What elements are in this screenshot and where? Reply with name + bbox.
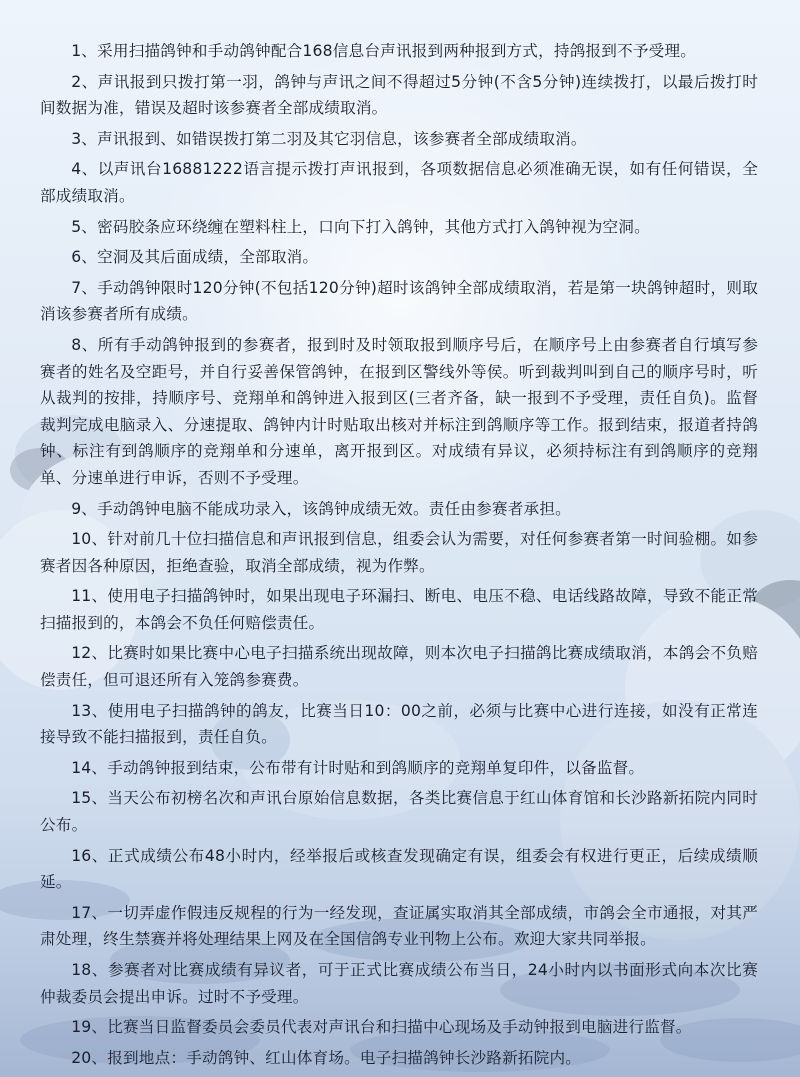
rule-item: 1、采用扫描鸽钟和手动鸽钟配合168信息台声讯报到两种报到方式，持鸽报到不予受理。: [71, 42, 697, 60]
rule-item: 7、手动鸽钟限时120分钟(不包括120分钟)超时该鸽钟全部成绩取消，若是第一块鸽钟超时，则取消该参赛者所有成绩。: [40, 278, 758, 324]
rule-item: 11、使用电子扫描鸽钟时，如果出现电子环漏扫、断电、电压不稳、电话线路故障，导致不能正常扫描报到的，本鸽会不负任何赔偿责任。: [40, 587, 758, 632]
rule-item: 19、比赛当日监督委员会委员代表对声讯台和扫描中心现场及手动钟报到电脑进行监督。: [71, 1018, 692, 1037]
rule-item: 3、声讯报到、如错误拨打第二羽及其它羽信息，该参赛者全部成绩取消。: [71, 129, 587, 148]
rule-item: 10、针对前几十位扫描信息和声讯报到信息，组委会认为需要，对任何参赛者第一时间验棚。如参赛者因各种原因，拒绝查验，取消全部成绩，视为作弊。: [40, 530, 758, 575]
rule-item: 9、手动鸽钟电脑不能成功录入，该鸽钟成绩无效。责任由参赛者承担。: [71, 499, 571, 518]
competition-rules-document: [40, 38, 758, 1075]
rule-item: 16、正式成绩公布48小时内，经举报后或核查发现确定有误，组委会有权进行更正，后续成绩顺延。: [40, 846, 758, 892]
rule-item: 14、手动鸽钟报到结束，公布带有计时贴和到鸽顺序的竞翔单复印件，以备监督。: [71, 758, 645, 777]
rule-item: 18、参赛者对比赛成绩有异议者，可于正式比赛成绩公布当日，24小时内以书面形式向本次比赛仲裁委员会提出申诉。过时不予受理。: [40, 961, 758, 1006]
rule-item: 4、以声讯台16881222语言提示拨打声讯报到，各项数据信息必须准确无误，如有任何错误，全部成绩取消。: [40, 160, 758, 205]
rule-item: 6、空洞及其后面成绩，全部取消。: [71, 248, 319, 267]
rule-item: 20、报到地点：手动鸽钟、红山体育场。电子扫描鸽钟长沙路新拓院内。: [71, 1048, 582, 1067]
rule-item: 12、比赛时如果比赛中心电子扫描系统出现故障，则本次电子扫描鸽比赛成绩取消，本鸽会不负赔偿责任，但可退还所有入笼鸽参赛费。: [40, 644, 758, 690]
rule-item: 8、所有手动鸽钟报到的参赛者，报到时及时领取报到顺序号后，在顺序号上由参赛者自行填写参赛者的姓名及空距号，并自行妥善保管鸽钟，在报到区警线外等侯。听到裁判叫到自己的顺序号时，听从裁判的按排，持顺序号、竞翔单和鸽钟进入报到区(三者齐备，缺一报到不予受理，责任自负)。监督裁判完成电脑录入、分速提取、鸽钟内计时贴取出核对并标注到鸽顺序等工作。报到结束，报道者持鸽钟、标注有到鸽顺序的竞翔单和分速单，离开报到区。对成绩有异议，必须持标注有到鸽顺序的竞翔单、分速单进行申诉，否则不予受理。: [40, 335, 758, 487]
rule-item: 5、密码胶条应环绕缠在塑料柱上，口向下打入鸽钟，其他方式打入鸽钟视为空洞。: [71, 217, 650, 236]
rule-item: 2、声讯报到只拨打第一羽，鸽钟与声讯之间不得超过5分钟(不含5分钟)连续拨打，以最后拨打时间数据为准，错误及超时该参赛者全部成绩取消。: [40, 72, 758, 118]
rule-item: 17、一切弄虚作假违反规程的行为一经发现，查证属实取消其全部成绩，市鸽会全市通报，对其严肃处理，终生禁赛并将处理结果上网及在全国信鸽专业刊物上公布。欢迎大家共同举报。: [40, 903, 758, 949]
rule-item: 15、当天公布初榜名次和声讯台原始信息数据，各类比赛信息于红山体育馆和长沙路新拓院内同时公布。: [40, 789, 758, 835]
rule-item: 13、使用电子扫描鸽钟的鸽友，比赛当日10：00之前，必须与比赛中心进行连接，如没有正常连接导致不能扫描报到，责任自负。: [40, 701, 758, 747]
